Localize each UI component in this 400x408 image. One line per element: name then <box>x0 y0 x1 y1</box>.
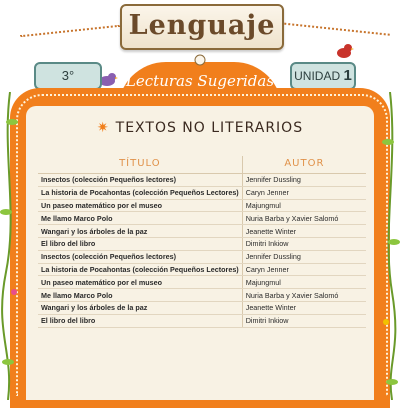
book-title: Wangari y los árboles de la paz <box>38 301 242 314</box>
book-title: La historia de Pocahontas (colección Pequeños Lectores) <box>38 263 242 276</box>
book-title: Un paseo matemático por el museo <box>38 276 242 289</box>
table-row <box>38 263 366 276</box>
pin-icon <box>194 54 206 66</box>
table-row <box>38 237 366 250</box>
book-author: Caryn Jenner <box>242 186 366 199</box>
book-title: Insectos (colección Pequeños lectores) <box>38 174 242 187</box>
sparkle-icon: ✷ <box>96 120 110 136</box>
book-title: Wangari y los árboles de la paz <box>38 225 242 238</box>
vine-right-icon <box>376 92 400 400</box>
book-author: Jennifer Dussling <box>242 250 366 263</box>
book-author: Nuria Barba y Xavier Salomó <box>242 212 366 225</box>
book-title: El libro del libro <box>38 314 242 327</box>
readings-table <box>38 156 366 328</box>
table-row <box>38 301 366 314</box>
book-author: Jennifer Dussling <box>242 174 366 187</box>
column-header-author: AUTOR <box>242 156 366 174</box>
book-author: Majungmul <box>242 199 366 212</box>
book-title: Me llamo Marco Polo <box>38 289 242 302</box>
book-author: Jeanette Winter <box>242 225 366 238</box>
table-row <box>38 199 366 212</box>
book-title: Me llamo Marco Polo <box>38 212 242 225</box>
table-row <box>38 276 366 289</box>
unit-number: 1 <box>343 67 352 84</box>
book-author: Caryn Jenner <box>242 263 366 276</box>
subject-title: Lenguaje <box>128 10 276 41</box>
book-author: Jeanette Winter <box>242 301 366 314</box>
table-row <box>38 186 366 199</box>
unit-tag <box>290 62 356 90</box>
bunting-rope-left <box>20 25 120 37</box>
book-title: El libro del libro <box>38 237 242 250</box>
table-row <box>38 225 366 238</box>
book-author: Majungmul <box>242 276 366 289</box>
vine-left-icon <box>0 92 24 400</box>
section-title: ✷ TEXTOS NO LITERARIOS <box>96 120 304 136</box>
table-row <box>38 314 366 327</box>
bird-right-icon <box>334 42 354 60</box>
table-row <box>38 212 366 225</box>
subject-title-sign <box>120 4 284 50</box>
book-title: Insectos (colección Pequeños lectores) <box>38 250 242 263</box>
level-label: 3° <box>61 68 75 83</box>
table-row <box>38 174 366 187</box>
book-author: Nuria Barba y Xavier Salomó <box>242 289 366 302</box>
bunting-rope-right <box>280 22 390 35</box>
level-tag <box>34 62 102 90</box>
unit-label: UNIDAD <box>294 69 341 83</box>
book-title: La historia de Pocahontas (colección Pequeños Lectores) <box>38 186 242 199</box>
table-header-row <box>38 156 366 174</box>
column-header-title: TÍTULO <box>38 156 242 174</box>
book-author: Dimitri Inkiow <box>242 237 366 250</box>
book-title: Un paseo matemático por el museo <box>38 199 242 212</box>
table-row <box>38 250 366 263</box>
frame-title: Lecturas Sugeridas <box>125 72 275 90</box>
book-author: Dimitri Inkiow <box>242 314 366 327</box>
table-row <box>38 289 366 302</box>
